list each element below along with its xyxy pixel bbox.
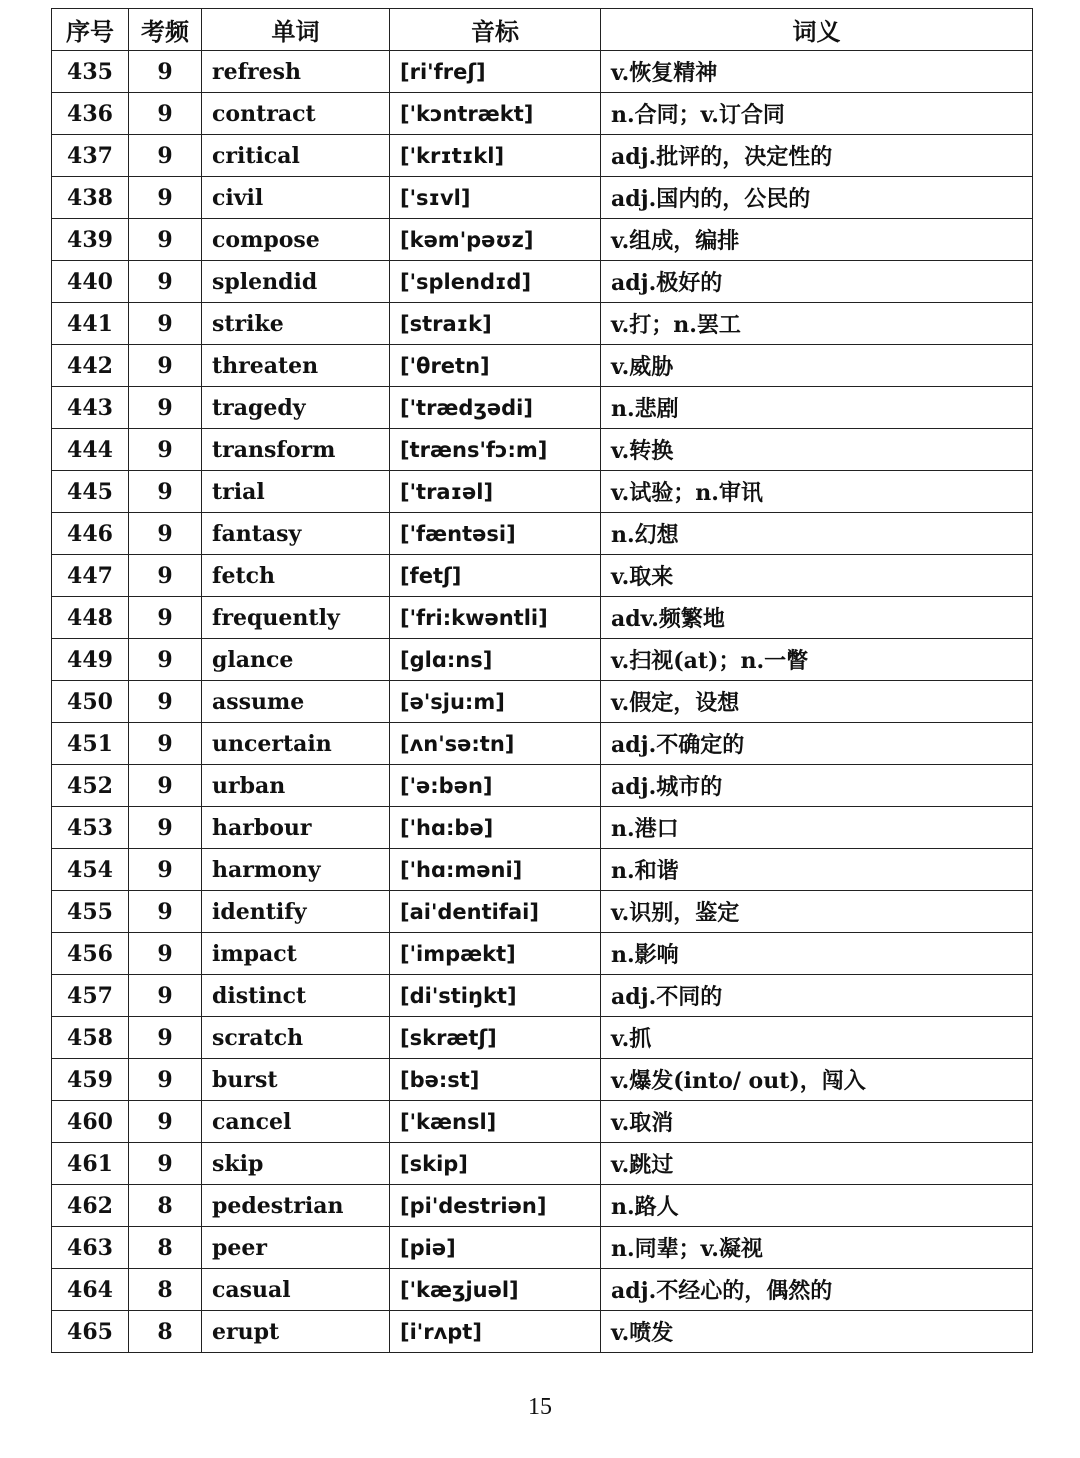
table-row [52,513,1033,555]
cell-frequency: 9 [129,51,202,93]
table-row [52,765,1033,807]
cell-frequency: 9 [129,135,202,177]
cell-phonetic: ['θretn] [390,345,601,387]
table-header-row [52,9,1033,51]
cell-phonetic: [fetʃ] [390,555,601,597]
table-row [52,849,1033,891]
cell-meaning: v.打；n.罢工 [601,303,1033,345]
cell-word: pedestrian [202,1185,390,1227]
header-phonetic: 音标 [390,9,601,51]
header-index: 序号 [52,9,129,51]
cell-index: 447 [52,555,129,597]
cell-phonetic: [bə:st] [390,1059,601,1101]
cell-index: 441 [52,303,129,345]
cell-meaning: v.试验；n.审讯 [601,471,1033,513]
cell-frequency: 9 [129,597,202,639]
cell-frequency: 9 [129,975,202,1017]
cell-frequency: 8 [129,1185,202,1227]
cell-index: 450 [52,681,129,723]
cell-word: glance [202,639,390,681]
cell-index: 438 [52,177,129,219]
table-row [52,891,1033,933]
table-row [52,51,1033,93]
cell-frequency: 9 [129,93,202,135]
cell-word: compose [202,219,390,261]
cell-word: uncertain [202,723,390,765]
cell-meaning: adv.频繁地 [601,597,1033,639]
cell-frequency: 9 [129,1101,202,1143]
cell-word: casual [202,1269,390,1311]
page-number: 15 [528,1394,552,1420]
cell-phonetic: [glɑ:ns] [390,639,601,681]
cell-meaning: n.同辈；v.凝视 [601,1227,1033,1269]
cell-phonetic: [kəm'pəʊz] [390,219,601,261]
cell-word: scratch [202,1017,390,1059]
cell-index: 440 [52,261,129,303]
cell-word: contract [202,93,390,135]
cell-phonetic: ['splendɪd] [390,261,601,303]
cell-index: 442 [52,345,129,387]
cell-frequency: 8 [129,1311,202,1353]
table-row [52,135,1033,177]
cell-index: 443 [52,387,129,429]
cell-meaning: v.恢复精神 [601,51,1033,93]
cell-meaning: n.合同；v.订合同 [601,93,1033,135]
vocabulary-table [51,8,1033,1353]
cell-index: 462 [52,1185,129,1227]
cell-index: 458 [52,1017,129,1059]
cell-phonetic: ['hɑ:məni] [390,849,601,891]
table-row [52,261,1033,303]
cell-meaning: adj.不经心的，偶然的 [601,1269,1033,1311]
cell-word: frequently [202,597,390,639]
cell-frequency: 9 [129,177,202,219]
table-row [52,1311,1033,1353]
cell-index: 451 [52,723,129,765]
cell-frequency: 9 [129,681,202,723]
cell-phonetic: [skrætʃ] [390,1017,601,1059]
table-row [52,345,1033,387]
table-row [52,681,1033,723]
cell-frequency: 9 [129,345,202,387]
cell-frequency: 9 [129,219,202,261]
cell-word: transform [202,429,390,471]
cell-word: identify [202,891,390,933]
cell-index: 460 [52,1101,129,1143]
cell-word: tragedy [202,387,390,429]
table-row [52,303,1033,345]
header-frequency: 考频 [129,9,202,51]
table-row [52,1059,1033,1101]
cell-phonetic: ['fri:kwəntli] [390,597,601,639]
header-meaning: 词义 [601,9,1033,51]
cell-index: 446 [52,513,129,555]
cell-frequency: 9 [129,807,202,849]
cell-meaning: v.取消 [601,1101,1033,1143]
cell-phonetic: [ai'dentifai] [390,891,601,933]
cell-phonetic: ['traɪəl] [390,471,601,513]
cell-index: 439 [52,219,129,261]
cell-phonetic: ['hɑ:bə] [390,807,601,849]
cell-meaning: v.跳过 [601,1143,1033,1185]
cell-phonetic: ['kæʒjuəl] [390,1269,601,1311]
cell-index: 445 [52,471,129,513]
cell-word: burst [202,1059,390,1101]
cell-word: threaten [202,345,390,387]
cell-frequency: 9 [129,1059,202,1101]
cell-index: 436 [52,93,129,135]
cell-index: 444 [52,429,129,471]
cell-index: 452 [52,765,129,807]
cell-meaning: v.喷发 [601,1311,1033,1353]
cell-word: skip [202,1143,390,1185]
cell-meaning: v.识别，鉴定 [601,891,1033,933]
cell-frequency: 8 [129,1269,202,1311]
cell-phonetic: ['impækt] [390,933,601,975]
cell-meaning: adj.城市的 [601,765,1033,807]
cell-phonetic: ['sɪvl] [390,177,601,219]
cell-word: trial [202,471,390,513]
cell-word: cancel [202,1101,390,1143]
cell-word: harmony [202,849,390,891]
cell-meaning: n.和谐 [601,849,1033,891]
cell-frequency: 9 [129,933,202,975]
cell-meaning: n.路人 [601,1185,1033,1227]
cell-frequency: 9 [129,471,202,513]
cell-frequency: 9 [129,891,202,933]
cell-index: 449 [52,639,129,681]
cell-frequency: 9 [129,429,202,471]
cell-frequency: 9 [129,303,202,345]
cell-meaning: v.取来 [601,555,1033,597]
table-row [52,1143,1033,1185]
cell-word: peer [202,1227,390,1269]
cell-frequency: 9 [129,1143,202,1185]
cell-phonetic: [ri'freʃ] [390,51,601,93]
cell-frequency: 9 [129,639,202,681]
cell-word: fetch [202,555,390,597]
cell-word: harbour [202,807,390,849]
cell-meaning: n.幻想 [601,513,1033,555]
cell-frequency: 9 [129,513,202,555]
cell-phonetic: ['ə:bən] [390,765,601,807]
cell-index: 453 [52,807,129,849]
cell-word: distinct [202,975,390,1017]
cell-frequency: 9 [129,1017,202,1059]
cell-frequency: 9 [129,849,202,891]
cell-word: strike [202,303,390,345]
cell-word: splendid [202,261,390,303]
table-row [52,219,1033,261]
cell-word: civil [202,177,390,219]
table-body [52,51,1033,1353]
table-row [52,597,1033,639]
cell-phonetic: ['fæntəsi] [390,513,601,555]
cell-meaning: v.爆发(into/ out)，闯入 [601,1059,1033,1101]
cell-word: refresh [202,51,390,93]
cell-meaning: adj.不同的 [601,975,1033,1017]
cell-index: 461 [52,1143,129,1185]
cell-index: 464 [52,1269,129,1311]
table-row [52,387,1033,429]
cell-word: erupt [202,1311,390,1353]
cell-phonetic: ['kænsl] [390,1101,601,1143]
cell-word: critical [202,135,390,177]
table-row [52,723,1033,765]
cell-phonetic: ['kɔntrækt] [390,93,601,135]
cell-meaning: n.悲剧 [601,387,1033,429]
table-row [52,933,1033,975]
cell-meaning: adj.极好的 [601,261,1033,303]
cell-index: 456 [52,933,129,975]
cell-meaning: v.抓 [601,1017,1033,1059]
cell-meaning: n.影响 [601,933,1033,975]
table-row [52,1017,1033,1059]
cell-phonetic: [træns'fɔ:m] [390,429,601,471]
cell-index: 463 [52,1227,129,1269]
cell-frequency: 9 [129,765,202,807]
cell-phonetic: [di'stiŋkt] [390,975,601,1017]
cell-phonetic: [ə'sju:m] [390,681,601,723]
table-row [52,1227,1033,1269]
cell-frequency: 8 [129,1227,202,1269]
cell-phonetic: [piə] [390,1227,601,1269]
cell-meaning: v.威胁 [601,345,1033,387]
cell-meaning: v.假定，设想 [601,681,1033,723]
cell-frequency: 9 [129,261,202,303]
cell-frequency: 9 [129,723,202,765]
cell-index: 448 [52,597,129,639]
table-row [52,177,1033,219]
cell-index: 437 [52,135,129,177]
cell-phonetic: [pi'destriən] [390,1185,601,1227]
cell-index: 457 [52,975,129,1017]
cell-word: fantasy [202,513,390,555]
table-row [52,1101,1033,1143]
cell-index: 459 [52,1059,129,1101]
cell-phonetic: ['krɪtɪkl] [390,135,601,177]
cell-word: impact [202,933,390,975]
cell-index: 435 [52,51,129,93]
table-row [52,555,1033,597]
cell-phonetic: ['trædʒədi] [390,387,601,429]
cell-meaning: v.转换 [601,429,1033,471]
cell-meaning: n.港口 [601,807,1033,849]
cell-phonetic: [ʌn'sə:tn] [390,723,601,765]
cell-word: urban [202,765,390,807]
cell-phonetic: [skip] [390,1143,601,1185]
cell-meaning: v.扫视(at)；n.一瞥 [601,639,1033,681]
cell-meaning: adj.国内的，公民的 [601,177,1033,219]
header-word: 单词 [202,9,390,51]
table-row [52,639,1033,681]
cell-meaning: adj.批评的，决定性的 [601,135,1033,177]
table-row [52,807,1033,849]
cell-index: 465 [52,1311,129,1353]
cell-frequency: 9 [129,387,202,429]
table-row [52,93,1033,135]
table-row [52,975,1033,1017]
cell-meaning: adj.不确定的 [601,723,1033,765]
table-row [52,1269,1033,1311]
cell-index: 455 [52,891,129,933]
cell-phonetic: [straɪk] [390,303,601,345]
cell-frequency: 9 [129,555,202,597]
table-row [52,471,1033,513]
cell-phonetic: [i'rʌpt] [390,1311,601,1353]
cell-word: assume [202,681,390,723]
table-row [52,429,1033,471]
cell-index: 454 [52,849,129,891]
cell-meaning: v.组成，编排 [601,219,1033,261]
table-row [52,1185,1033,1227]
